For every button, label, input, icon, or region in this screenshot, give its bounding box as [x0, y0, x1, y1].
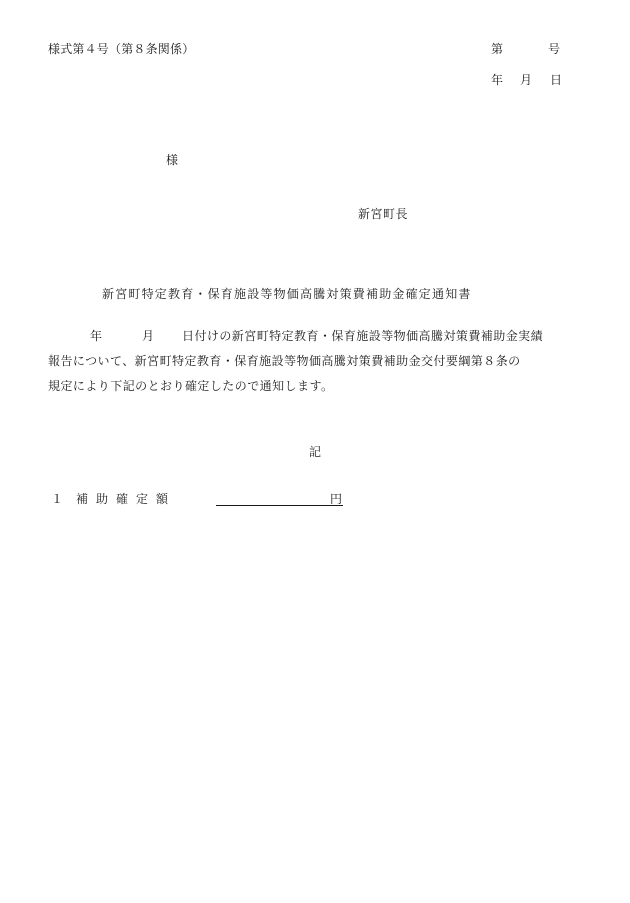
document-title: 新宮町特定教育・保育施設等物価高騰対策費補助金確定通知書 — [102, 287, 472, 301]
date-year-label: 年 — [491, 73, 504, 87]
recipient-honorific: 様 — [166, 153, 179, 167]
amount-unit: 円 — [330, 492, 343, 506]
body-line-3: 規定により下記のとおり確定したので通知します。 — [48, 379, 334, 393]
date-month-label: 月 — [520, 73, 533, 87]
item-label: 補助確定額 — [76, 492, 177, 506]
body-line-1 — [48, 324, 584, 349]
body-year-label: 年 — [90, 329, 103, 343]
body-text — [48, 324, 584, 399]
item-number: １ — [51, 492, 64, 506]
body-month-label: 月 — [142, 329, 155, 343]
issuer-name: 新宮町長 — [358, 207, 409, 221]
ki-heading: 記 — [309, 445, 322, 459]
form-number: 様式第４号（第８条関係） — [48, 42, 195, 56]
doc-number-suffix: 号 — [548, 42, 561, 56]
date-day-label: 日 — [550, 73, 563, 87]
body-line-2: 報告について、新宮町特定教育・保育施設等物価高騰対策費補助金交付要綱第８条の — [48, 354, 521, 368]
doc-number-label: 第 — [491, 42, 504, 56]
amount-blank-line — [216, 492, 343, 506]
body-line-1-text: 日付けの新宮町特定教育・保育施設等物価高騰対策費補助金実績 — [182, 329, 544, 343]
